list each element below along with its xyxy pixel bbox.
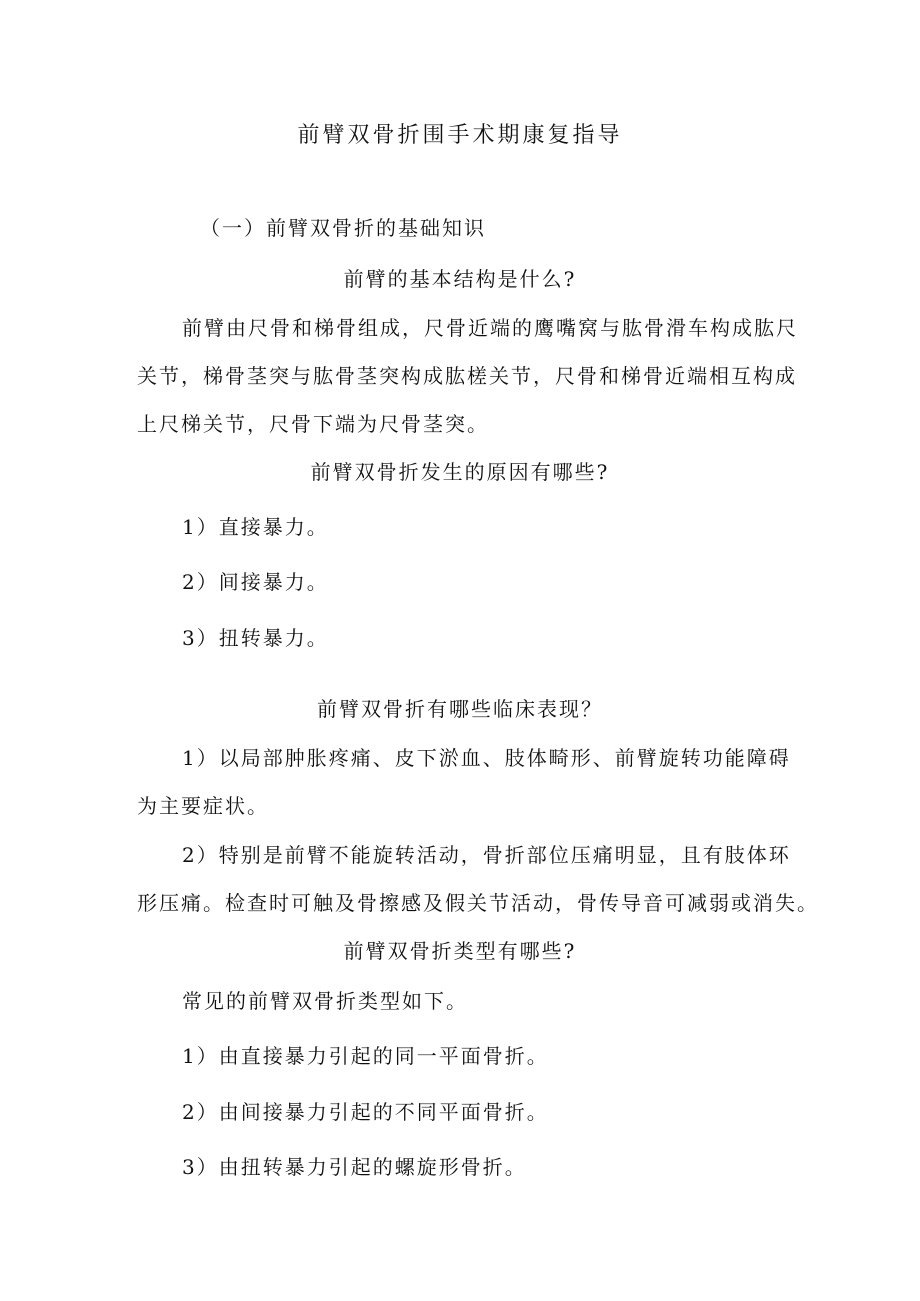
paragraph-line: 为主要症状。 <box>137 794 269 818</box>
list-item: 2）由间接暴力引起的不同平面骨折。 <box>182 1100 549 1124</box>
list-item: 3）扭转暴力。 <box>182 626 329 650</box>
list-item: 1）由直接暴力引起的同一平面骨折。 <box>182 1044 549 1068</box>
paragraph-line: 1）以局部肿胀疼痛、皮下淤血、肢体畸形、前臂旋转功能障碍 <box>182 746 791 770</box>
paragraph-line: 上尺梯关节，尺骨下端为尺骨茎突。 <box>137 412 489 436</box>
paragraph-line: 形压痛。检查时可触及骨擦感及假关节活动，骨传导音可减弱或消失。 <box>137 891 819 915</box>
list-item: 1）直接暴力。 <box>182 515 329 539</box>
paragraph-line: 常见的前臂双骨折类型如下。 <box>182 989 468 1013</box>
question-heading-types: 前臂双骨折类型有哪些? <box>343 939 577 963</box>
list-item: 2）间接暴力。 <box>182 570 329 594</box>
document-title: 前臂双骨折围手术期康复指导 <box>297 123 623 148</box>
paragraph-line: 关节，梯骨茎突与肱骨茎突构成肱槎关节，尺骨和梯骨近端相互构成 <box>137 364 797 388</box>
question-heading-symptoms: 前臂双骨折有哪些临床表现？ <box>317 697 603 721</box>
paragraph-line: 前臂由尺骨和梯骨组成，尺骨近端的鹰嘴窝与肱骨滑车构成肱尺 <box>182 316 798 340</box>
question-heading-structure: 前臂的基本结构是什么? <box>343 267 577 291</box>
paragraph-line: 2）特别是前臂不能旋转活动，骨折部位压痛明显，且有肢体环 <box>182 843 791 867</box>
list-item: 3）由扭转暴力引起的螺旋形骨折。 <box>182 1155 527 1179</box>
section-heading: （一）前臂双骨折的基础知识 <box>200 216 486 240</box>
question-heading-causes: 前臂双骨折发生的原因有哪些? <box>310 460 610 484</box>
